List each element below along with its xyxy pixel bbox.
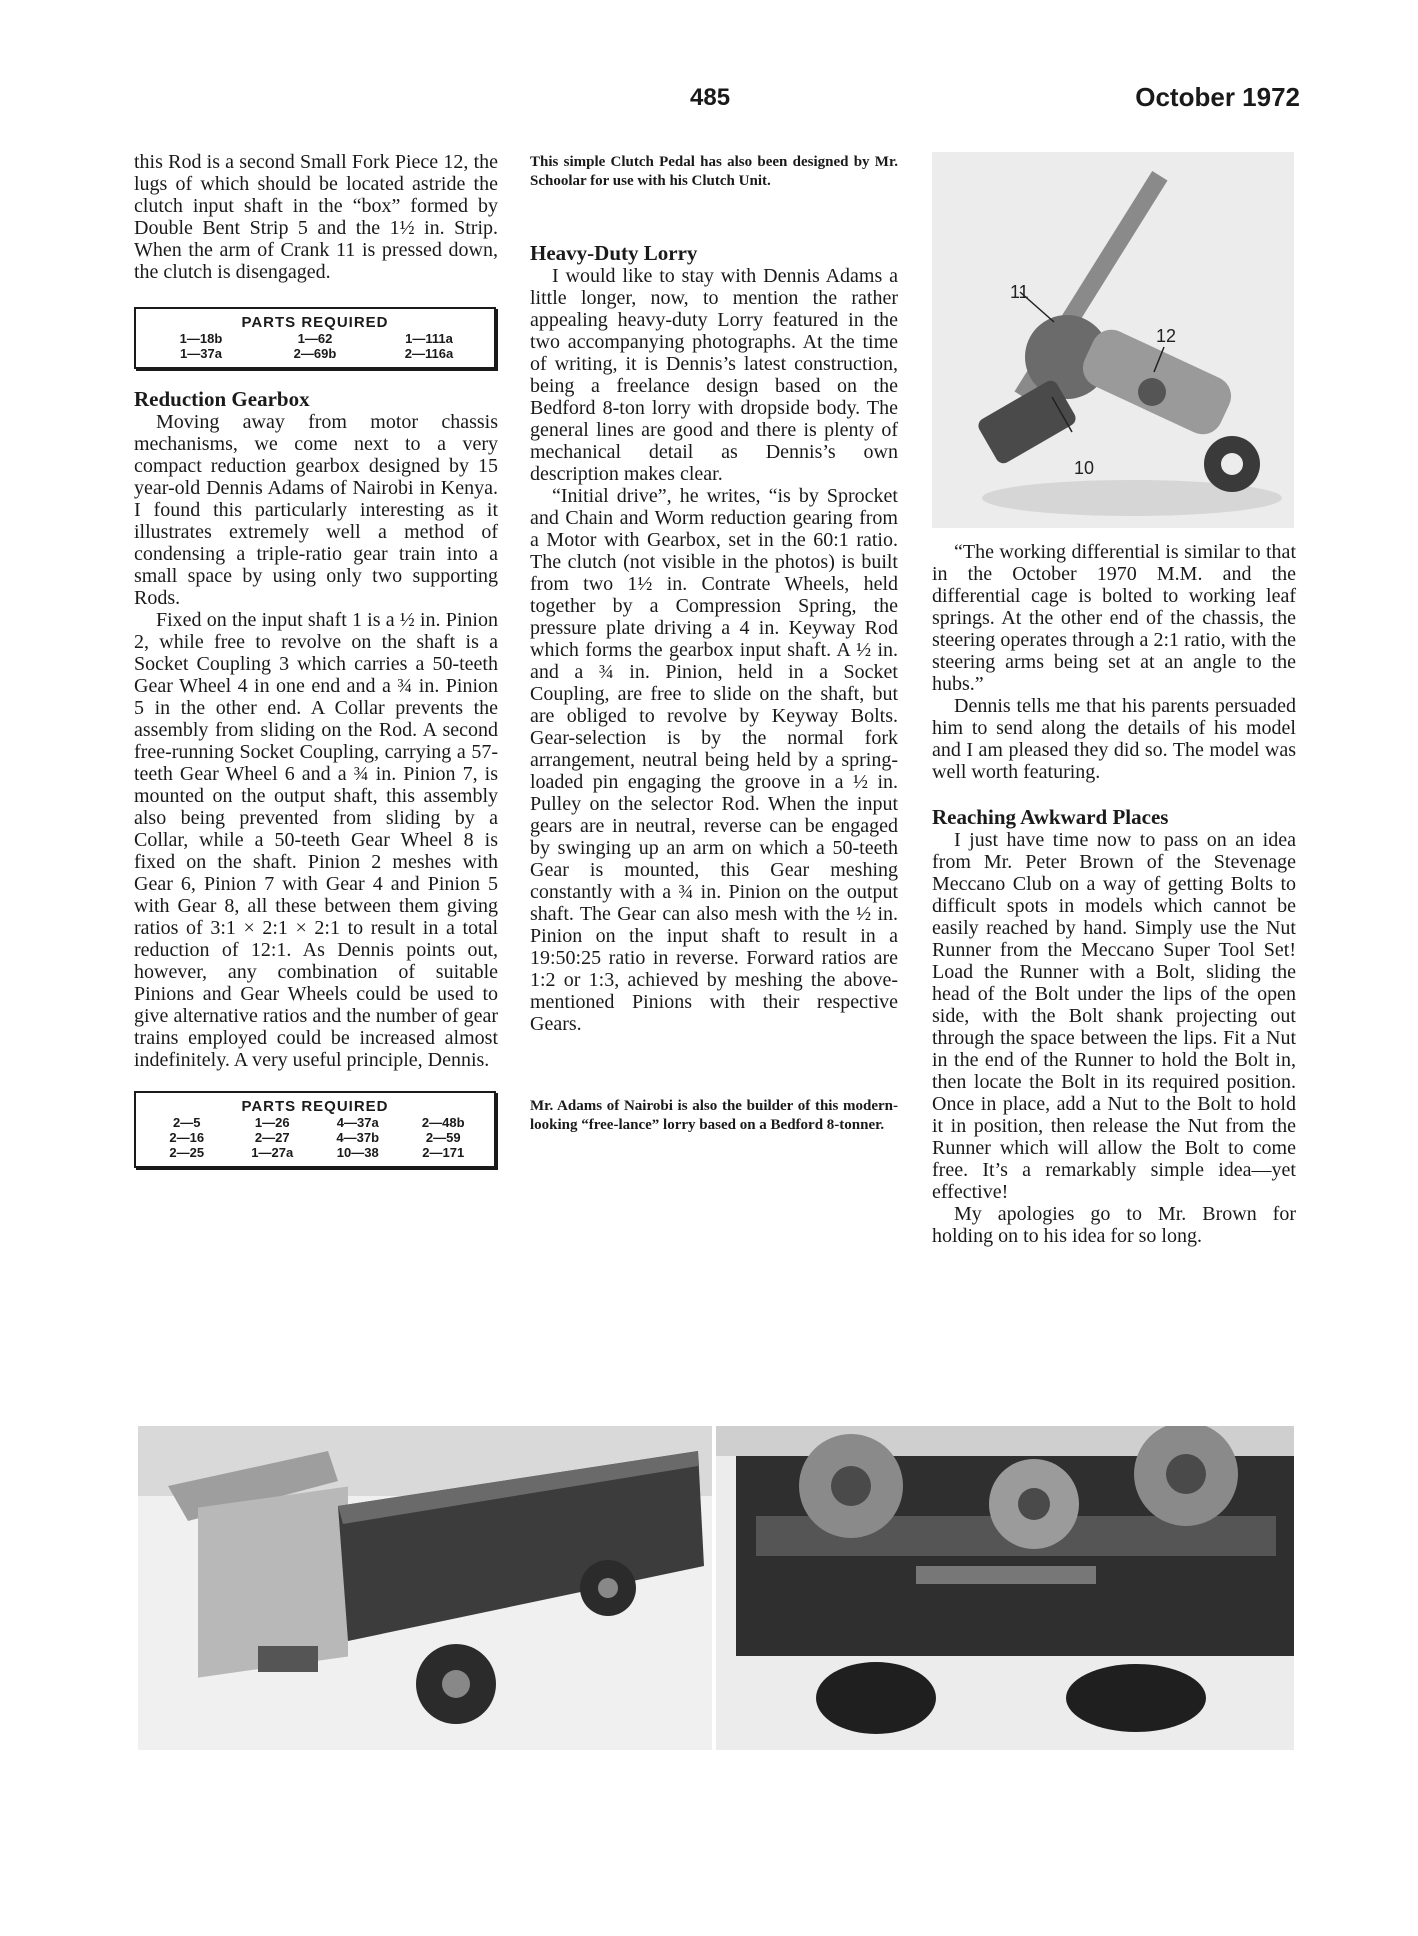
body-paragraph: My apologies go to Mr. Brown for holding on to his idea for so long. [932, 1203, 1296, 1247]
column-left [134, 151, 498, 1168]
part-item: 2—59 [425, 1130, 461, 1145]
column-middle [530, 153, 898, 1135]
photo-label: 12 [1156, 326, 1177, 346]
body-paragraph: I just have time now to pass on an idea from Mr. Peter Brown of the Stevenage Meccano Club on a way of getting Bolts to difficult spots in models which cannot be easily reached by hand. Simply use the Nut Runner from the Meccano Super Tool Set! Load the Runner with a Bolt, sliding the head of the Bolt under the lips of the open side, with the Bolt shank projecting out through the space between the lips. Fit a Nut in the end of the Runner to hold the Bolt in, then locate the Bolt in its required position. Once in place, add a Nut to the Bolt to hold it in position, then release the Nut from the Runner which will allow the Bolt to come free. It’s a remarkably simple idea—yet effective! [932, 829, 1296, 1203]
body-paragraph: Dennis tells me that his parents persuaded him to send along the details of his model and I am pleased they did so. The model was well worth featuring. [932, 695, 1296, 783]
parts-required-box [134, 307, 496, 369]
part-item: 1—37a [180, 346, 222, 361]
section-heading: Heavy-Duty Lorry [530, 241, 698, 265]
intro-paragraph: this Rod is a second Small Fork Piece 12, the lugs of which should be located astride the clutch input shaft in the “box” formed by Double Bent Strip 5 and the 1½ in. Strip. When the arm of Crank 11 is pressed down, the clutch is disengaged. [134, 151, 498, 283]
issue-date: October 1972 [1135, 82, 1300, 112]
part-item: 2—116a [404, 346, 454, 361]
part-item: 2—16 [169, 1130, 205, 1145]
body-paragraph: Moving away from motor chassis mechanisms, we come next to a very compact reduction gearbox designed by 15 year-old Dennis Adams of Nairobi in Kenya. I found this particularly interesting as it illustrates extremely well a method of condensing a triple-ratio gear train into a small space by using only two supporting Rods. [134, 411, 498, 609]
part-item: 1—18b [179, 331, 223, 346]
body-paragraph: Fixed on the input shaft 1 is a ½ in. Pinion 2, while free to revolve on the shaft is a Socket Coupling 3 which carries a 50-teeth Gear Wheel 4 in one end and a ¾ in. Pinion 5 in the other end. A Collar prevents the assembly from sliding on the Rod. A second free-running Socket Coupling, carrying a 57-teeth Gear Wheel 6 and a ¾ in. Pinion 7, is mounted on the output shaft, this assembly also being prevented from sliding by a Collar, while a 50-teeth Gear Wheel 8 is fixed on the shaft. Pinion 2 meshes with Gear 6, Pinion 7 with Gear 4 and Pinion 5 with Gear 8, all these between them giving ratios of 3:1 × 2:1 × 2:1 to result in a total reduction of 12:1. As Dennis points out, however, any combination of suitable Pinions and Gear Wheels could be used to give alternative ratios and the number of gear trains employed could be increased almost indefinitely. A very useful principle, Dennis. [134, 609, 498, 1071]
clutch-pedal-caption: This simple Clutch Pedal has also been designed by Mr. Schoolar for use with his Clutch Unit. [530, 154, 898, 189]
parts-required-box [134, 1091, 496, 1168]
lorry-photo-side [138, 1426, 712, 1750]
section-heading: Reaching Awkward Places [932, 805, 1169, 829]
part-item: 1—62 [297, 331, 333, 346]
photo-label: 10 [1074, 458, 1095, 478]
part-item: 4—37a [336, 1115, 379, 1130]
page-number: 485 [690, 84, 731, 111]
part-item: 2—48b [421, 1115, 465, 1130]
part-item: 2—5 [173, 1115, 201, 1130]
clutch-pedal-photo [932, 152, 1294, 528]
body-paragraph: “The working differential is similar to that in the October 1970 M.M. and the differential cage is bolted to working leaf springs. At the other end of the chassis, the steering operates through a 2:1 ratio, with the steering arms being set at an angle to the hubs.” [932, 541, 1296, 695]
lorry-caption: Mr. Adams of Nairobi is also the builder of this modern-looking “free-lance” lorry based on a Bedford 8-tonner. [530, 1098, 898, 1133]
part-item: 2—171 [422, 1145, 465, 1160]
column-right [932, 541, 1296, 1247]
parts-title: PARTS REQUIRED [241, 1098, 389, 1115]
section-heading: Reduction Gearbox [134, 387, 310, 411]
part-item: 2—69b [293, 346, 337, 361]
part-item: 4—37b [336, 1130, 380, 1145]
part-item: 2—25 [169, 1145, 205, 1160]
body-paragraph: I would like to stay with Dennis Adams a little longer, now, to mention the rather appealing heavy-duty Lorry featured in the two accompanying photographs. At the time of writing, it is Dennis’s latest construction, being a freelance design based on the Bedford 8-ton lorry with dropside body. The general lines are good and there is plenty of mechanical detail as Dennis’s own description makes clear. [530, 265, 898, 485]
part-item: 2—27 [254, 1130, 290, 1145]
part-item: 10—38 [336, 1145, 379, 1160]
lorry-photo-underside [716, 1426, 1294, 1750]
part-item: 1—27a [251, 1145, 294, 1160]
parts-title: PARTS REQUIRED [241, 314, 389, 331]
part-item: 1—26 [254, 1115, 290, 1130]
part-item: 1—111a [405, 331, 453, 346]
photo-label: 11 [1010, 282, 1029, 302]
body-paragraph: “Initial drive”, he writes, “is by Sprocket and Chain and Worm reduction gearing from a Motor with Gearbox, set in the 60:1 ratio. The clutch (not visible in the photos) is built from two 1½ in. Contrate Wheels, held together by a Compression Spring, the pressure plate driving a 4 in. Keyway Rod which forms the gearbox input shaft. A ½ in. and a ¾ in. Pinion, held in a Socket Coupling, are free to slide on the shaft, but are obliged to revolve by Keyway Bolts. Gear-selection is by the normal fork arrangement, neutral being held by a spring-loaded pin engaging the groove in a ½ in. Pulley on the selector Rod. When the input gears are in neutral, reverse can be engaged by swinging up an arm on which a 50-teeth Gear is mounted, this Gear meshing constantly with a ¾ in. Pinion on the output shaft. The Gear can also mesh with the ½ in. Pinion on the input shaft to result in a 19:50:25 ratio in reverse. Forward ratios are 1:2 or 1:3, achieved by meshing the above-mentioned Pinions with their respective Gears. [530, 485, 898, 1035]
